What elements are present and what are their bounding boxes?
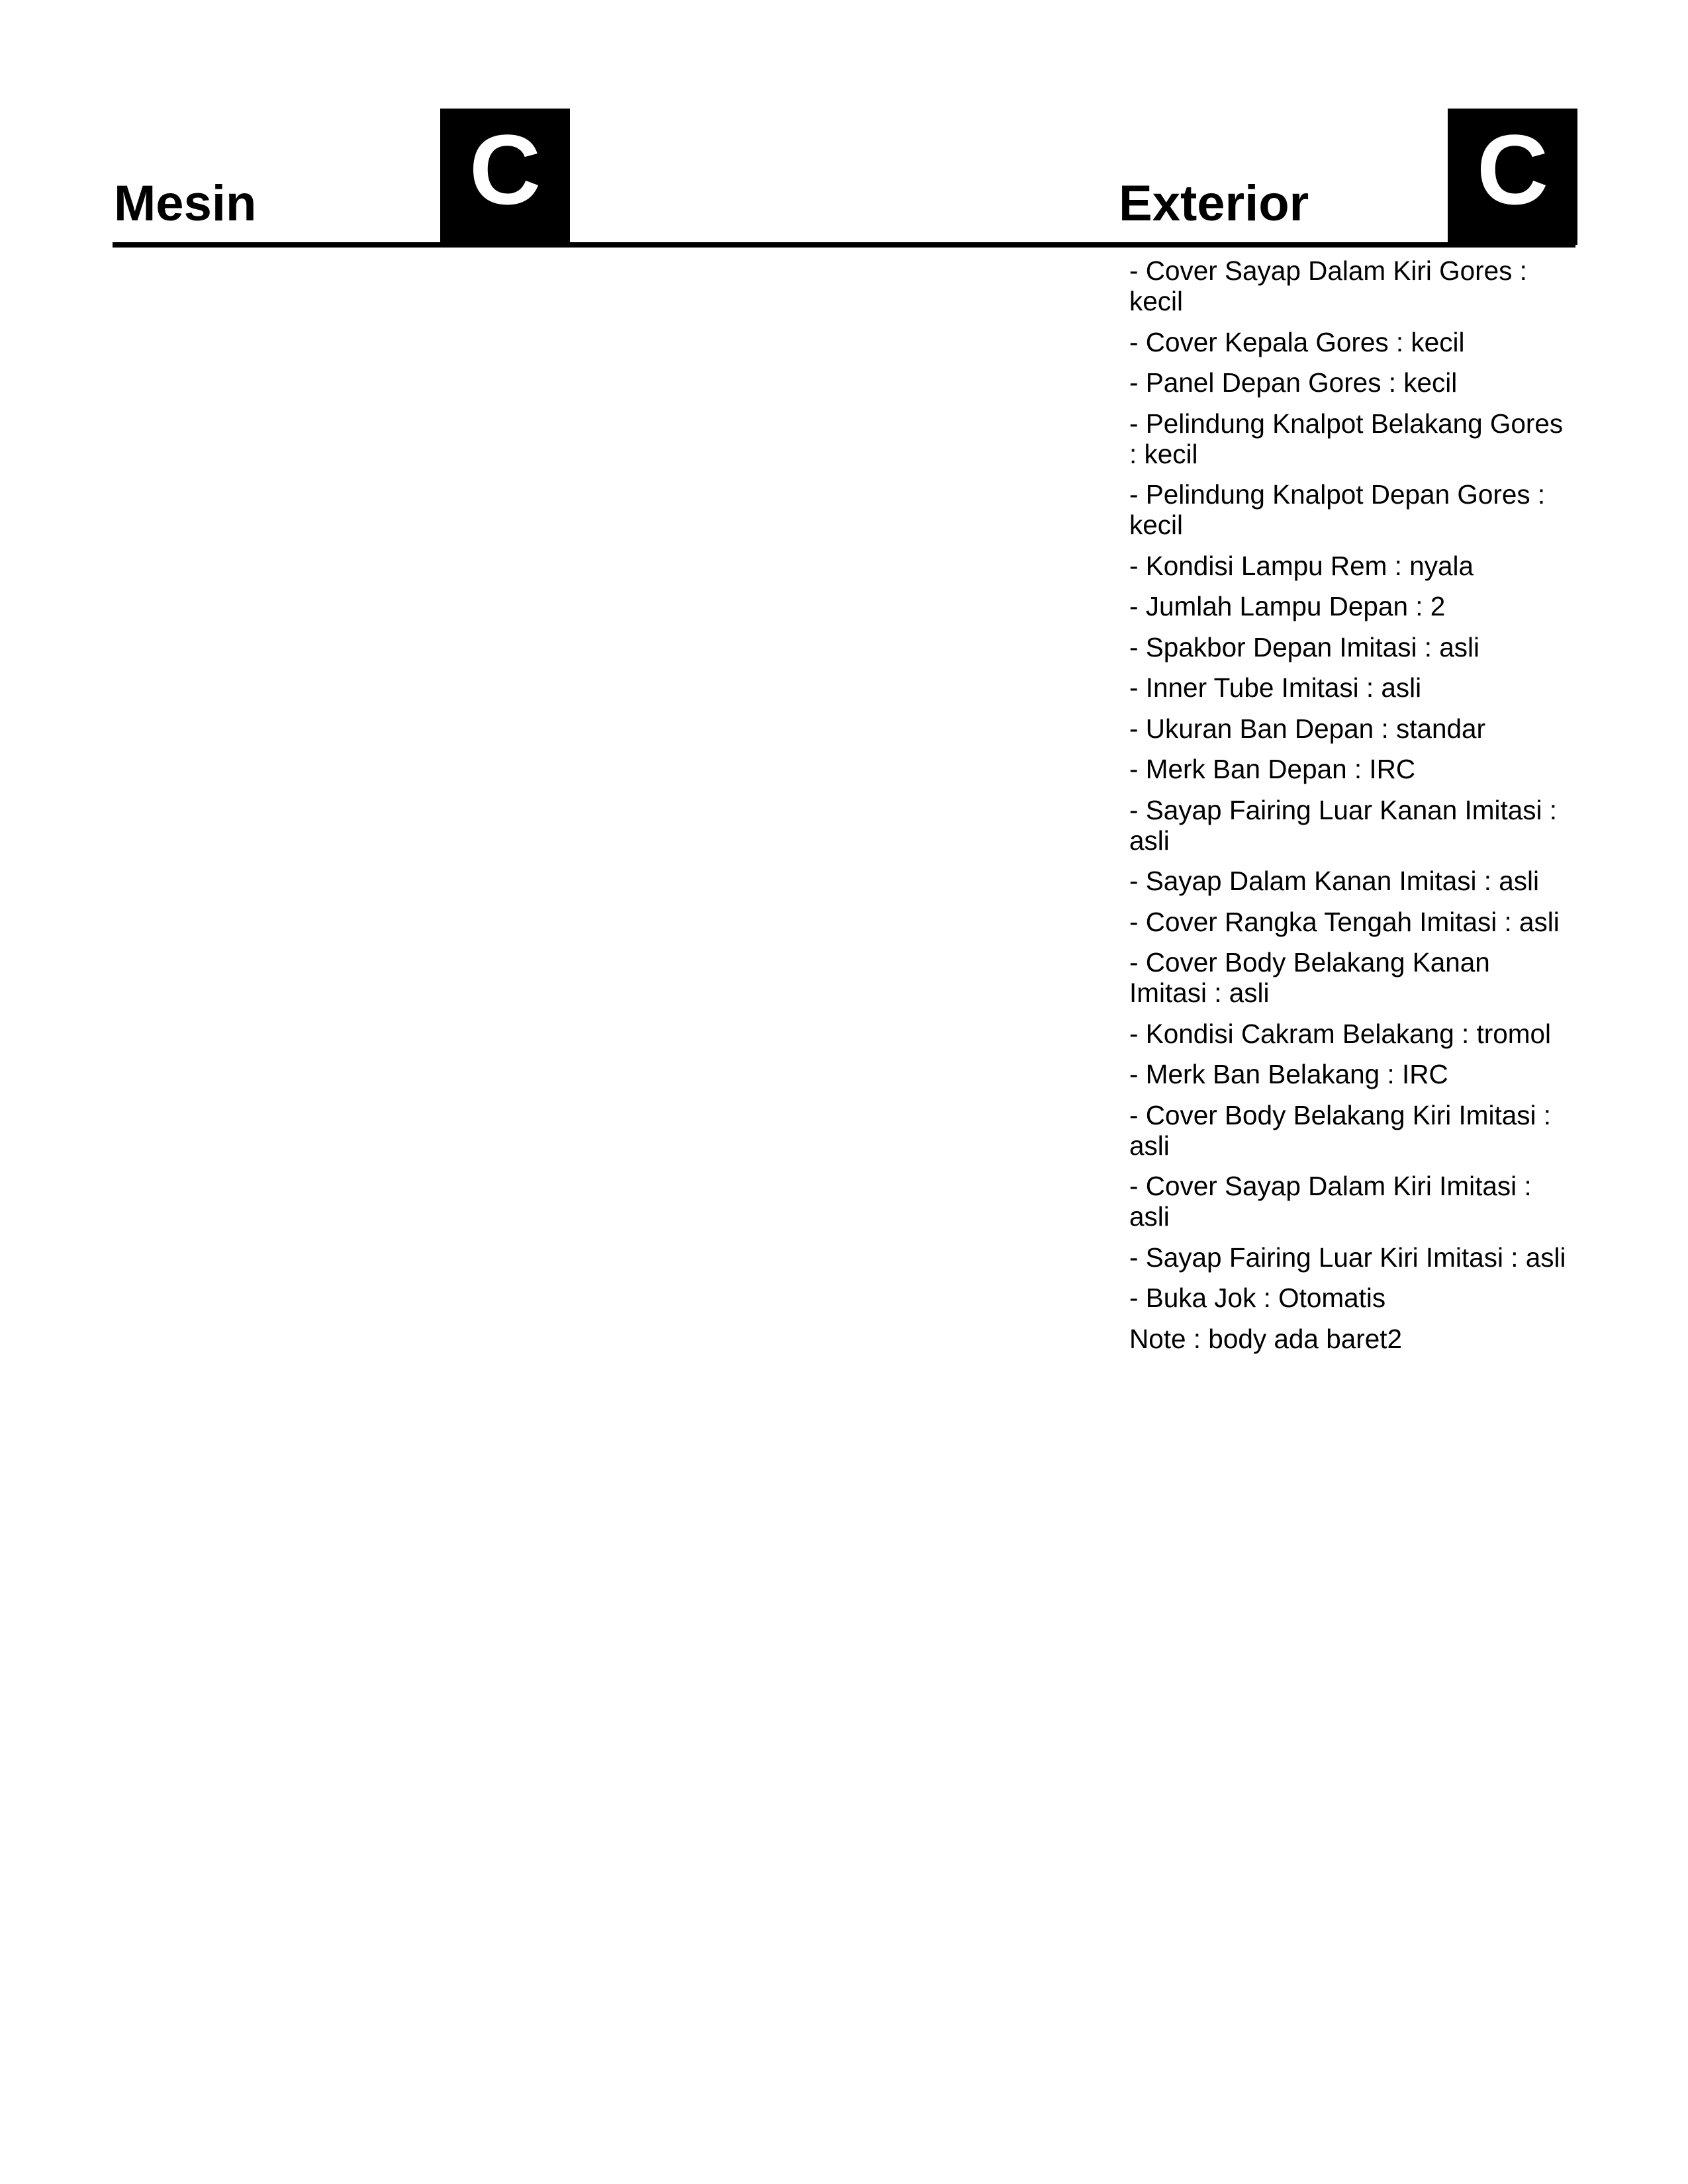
exterior-grade-badge: C [1448,109,1577,245]
list-item: - Cover Sayap Dalam Kiri Imitasi : asli [1129,1171,1532,1232]
list-item: - Cover Sayap Dalam Kiri Gores : kecil [1129,255,1527,316]
list-item: - Inner Tube Imitasi : asli [1129,672,1422,703]
list-item: - Ukuran Ban Depan : standar [1129,713,1486,744]
exterior-inspection-list [1129,255,1566,1364]
list-item: - Panel Depan Gores : kecil [1129,367,1458,398]
exterior-note: Note : body ada baret2 [1129,1323,1403,1354]
list-item: - Buka Jok : Otomatis [1129,1283,1386,1313]
list-item: - Merk Ban Depan : IRC [1129,754,1416,784]
list-item: - Kondisi Lampu Rem : nyala [1129,550,1474,581]
list-item: - Cover Body Belakang Kanan Imitasi : asli [1129,947,1490,1008]
list-item: - Sayap Dalam Kanan Imitasi : asli [1129,866,1540,896]
mesin-section-title: Mesin [114,175,257,232]
list-item: - Sayap Fairing Luar Kanan Imitasi : asli [1129,794,1558,856]
mesin-grade-badge: C [440,109,570,245]
list-item: - Spakbor Depan Imitasi : asli [1129,631,1479,662]
list-item: - Cover Kepala Gores : kecil [1129,326,1465,357]
list-item: - Pelindung Knalpot Depan Gores : kecil [1129,479,1546,540]
header-divider [113,242,1575,248]
list-item: - Kondisi Cakram Belakang : tromol [1129,1018,1552,1049]
list-item: - Cover Body Belakang Kiri Imitasi : asli [1129,1099,1551,1161]
list-item: - Pelindung Knalpot Belakang Gores : kecil [1129,408,1564,469]
list-item: - Jumlah Lampu Depan : 2 [1129,591,1446,621]
exterior-section-title: Exterior [1119,175,1309,232]
list-item: - Cover Rangka Tengah Imitasi : asli [1129,906,1560,937]
list-item: - Merk Ban Belakang : IRC [1129,1059,1448,1089]
list-item: - Sayap Fairing Luar Kiri Imitasi : asli [1129,1242,1566,1273]
